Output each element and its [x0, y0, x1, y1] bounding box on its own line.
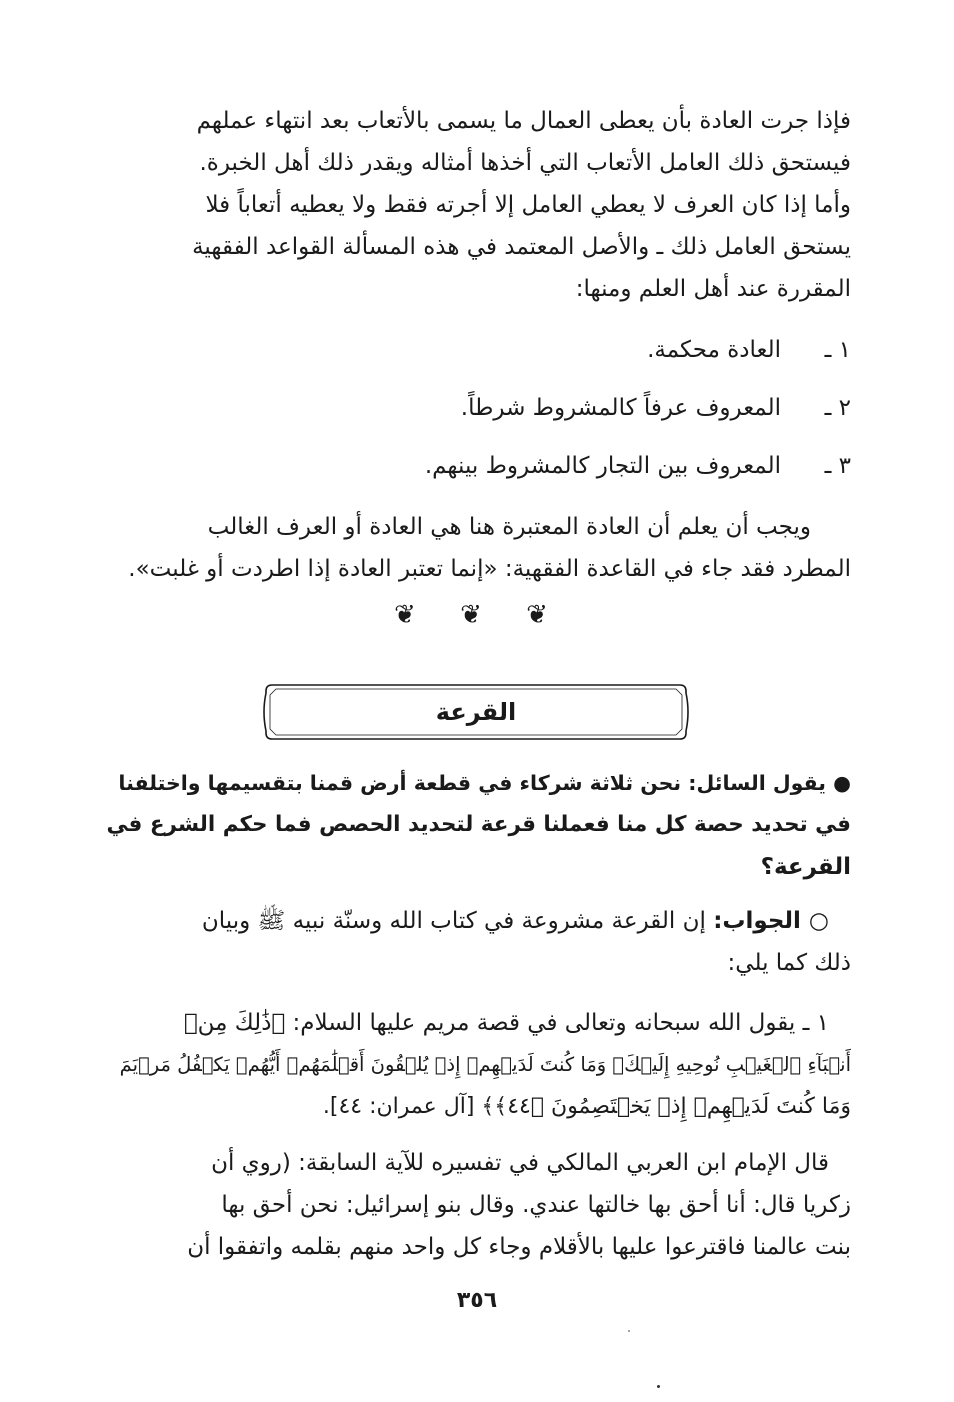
rule-number: ٢ ـ: [824, 395, 851, 421]
rule-item: [103, 330, 851, 370]
text-line: يستحق العامل ذلك ـ والأصل المعتمد في هذه المسألة القواعد الفقهية: [192, 234, 851, 260]
scan-speck: [657, 1385, 660, 1388]
question-block: [103, 762, 851, 888]
answer-label: ○ الجواب:: [713, 908, 829, 934]
rule-text: العادة محكمة.: [647, 337, 781, 363]
text-line: وأما إذا كان العرف لا يعطي العامل إلا أجرته فقط ولا يعطيه أتعاباً فلا: [205, 192, 851, 218]
quran-verse-line: أَنۢبَآءِ ٱلۡغَيۡبِ نُوحِيهِ إِلَيۡكَۚ وَمَا كُنتَ لَدَيۡهِمۡ إِذۡ يُلۡقُونَ أَقۡلَٰمَهُمۡ أَيُّهُمۡ يَكۡفُلُ مَرۡيَمَ: [119, 1053, 851, 1076]
answer-line: ذلك كما يلي:: [727, 950, 851, 976]
point-one-block: [103, 1002, 851, 1128]
answer-text: إن القرعة مشروعة في كتاب الله وسنّة نبيه ﷺ وبيان: [201, 908, 714, 934]
paragraph-intro: [103, 100, 851, 310]
text-line: فيستحق ذلك العامل الأتعاب التي أخذها أمثاله ويقدر ذلك أهل الخبرة.: [199, 150, 851, 176]
text-line: المقررة عند أهل العلم ومنها:: [575, 276, 851, 302]
text-line: زكريا قال: أنا أحق بها خالتها عندي. وقال بنو إسرائيل: نحن أحق بها: [221, 1192, 851, 1218]
answer-line: [103, 900, 851, 942]
text-line: بنت عالمنا فاقترعوا عليها بالأقلام وجاء كل واحد منهم بقلمه واتفقوا أن: [187, 1234, 851, 1260]
paragraph-tafsir: [103, 1142, 851, 1268]
text-line: فإذا جرت العادة بأن يعطى العمال ما يسمى بالأتعاب بعد انتهاء عملهم: [196, 108, 851, 134]
question-line: في تحديد حصة كل منا فعملنا قرعة لتحديد الحصص فما حكم الشرع في: [106, 812, 851, 837]
scan-speck: [628, 1330, 630, 1332]
rule-number: ١ ـ: [824, 337, 851, 363]
section-ornament: ❦ ❦ ❦: [394, 600, 566, 630]
text-line: المطرد فقد جاء في القاعدة الفقهية: «إنما تعتبر العادة إذا اطردت أو غلبت».: [128, 556, 851, 582]
point-line: ١ ـ يقول الله سبحانه وتعالى في قصة مريم عليها السلام: ﴿ذَٰلِكَ مِنۡ: [183, 1010, 829, 1036]
question-line: ● يقول السائل: نحن ثلاثة شركاء في قطعة أرض قمنا بتقسيمها واختلفنا: [118, 771, 851, 795]
question-line: القرعة؟: [760, 854, 851, 880]
paragraph-custom: [103, 506, 851, 590]
rule-item: [103, 388, 851, 428]
page-number: ٣٥٦: [456, 1288, 498, 1313]
quran-verse-line: وَمَا كُنتَ لَدَيۡهِمۡ إِذۡ يَخۡتَصِمُونَ ﴿٤٤﴾﴾ [آل عمران: ٤٤].: [322, 1094, 851, 1119]
section-title-box: [258, 681, 694, 743]
rule-item: [103, 446, 851, 486]
rule-text: المعروف عرفاً كالمشروط شرطاً.: [460, 395, 781, 421]
answer-block: [103, 900, 851, 984]
text-line: ويجب أن يعلم أن العادة المعتبرة هنا هي العادة أو العرف الغالب: [207, 514, 811, 540]
section-title: القرعة: [435, 698, 517, 726]
rule-text: المعروف بين التجار كالمشروط بينهم.: [424, 453, 781, 479]
rule-number: ٣ ـ: [824, 453, 851, 479]
text-line: قال الإمام ابن العربي المالكي في تفسيره للآية السابقة: (روي أن: [211, 1150, 829, 1176]
